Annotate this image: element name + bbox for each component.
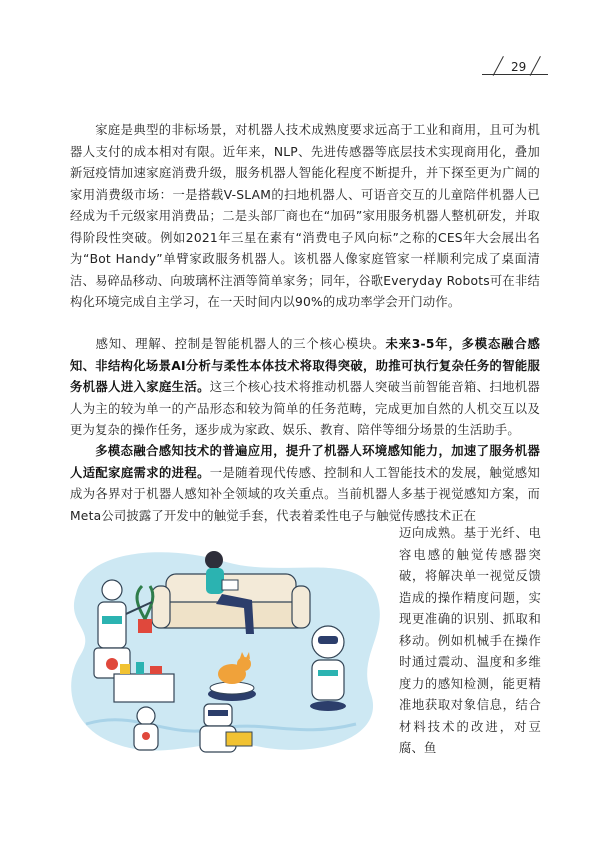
page-number-rule: [482, 74, 548, 75]
paragraph-2-highlight: 未来3-5年，多模态融合感知、非结构化场景AI分析与柔性本体技术将取得突破，助推可执行复杂任务的智能服务机器人进入家庭生活。: [70, 337, 540, 394]
page-number: 29: [511, 60, 527, 74]
robot-left-small: [134, 707, 158, 750]
page-number-slash-right: [530, 56, 541, 76]
home-robots-illustration: [56, 524, 391, 764]
robot-right: [310, 626, 346, 711]
paragraph-core-modules: [70, 334, 540, 442]
paragraph-1-text: 家庭是典型的非标场景，对机器人技术成熟度要求远高于工业和商用，且可为机器人支付的成本相对有限。近年来，NLP、先进传感器等底层技术实现商用化，叠加新冠疫情加速家庭消费升级，服务机器人智能化程度不断提升，并下探至更为广阔的家用消费级市场：一是搭载V-SLAM的扫地机器人、可语音交互的儿童陪伴机器人已经成为千元级家用消费品；二是头部厂商也在“加码”家用服务机器人整机研发，并取得阶段性突破。例如2021年三星在素有“消费电子风向标”之称的CES年大会展出名为“Bot Handy”单臂家政服务机器人。该机器人像家庭管家一样顺利完成了桌面清洁、易碎品移动、向玻璃杯注酒等简单家务；同年，谷歌Everyday Robots可在非结构化环境完成自主学习，在一天时间内以90%的成功率学会开门动作。: [70, 123, 540, 309]
page-number-slash-left: [493, 56, 504, 76]
paragraph-3-rest: 一是随着现代传感、控制和人工智能技术的发展，触觉感知成为各界对于机器人感知补全领域的攻关重点。当前机器人多基于视觉感知方案，而Meta公司披露了开发中的触觉手套，代表着柔性电子与触觉传感技术正在: [70, 465, 541, 523]
paragraph-2-intro: 感知、理解、控制是智能机器人的三个核心模块。: [95, 337, 386, 351]
paragraph-3-side-column: 迈向成熟。基于光纤、电容电感的触觉传感器突破，将解决单一视觉反馈造成的操作精度问题，实现更准确的识别、抓取和移动。例如机械手在操作时通过震动、温度和多维度力的感知检测，能更精准地获取对象信息，结合材料技术的改进，对豆腐、鱼: [399, 526, 541, 755]
paragraph-multimodal-perception: [70, 441, 540, 527]
paragraph-2-rest: 这三个核心技术将推动机器人突破当前智能音箱、扫地机器人为主的较为单一的产品形态和较为简单的任务范畴，完成更加自然的人机交互以及更为复杂的操作任务，逐步成为家政、娱乐、教育、陪伴等细分场景的生活助手。: [70, 380, 541, 437]
paragraph-3-highlight: 多模态融合感知技术的普遍应用，提升了机器人环境感知能力，加速了服务机器人适配家庭需求的进程。: [70, 444, 540, 480]
paragraph-home-scenario: [70, 120, 540, 314]
